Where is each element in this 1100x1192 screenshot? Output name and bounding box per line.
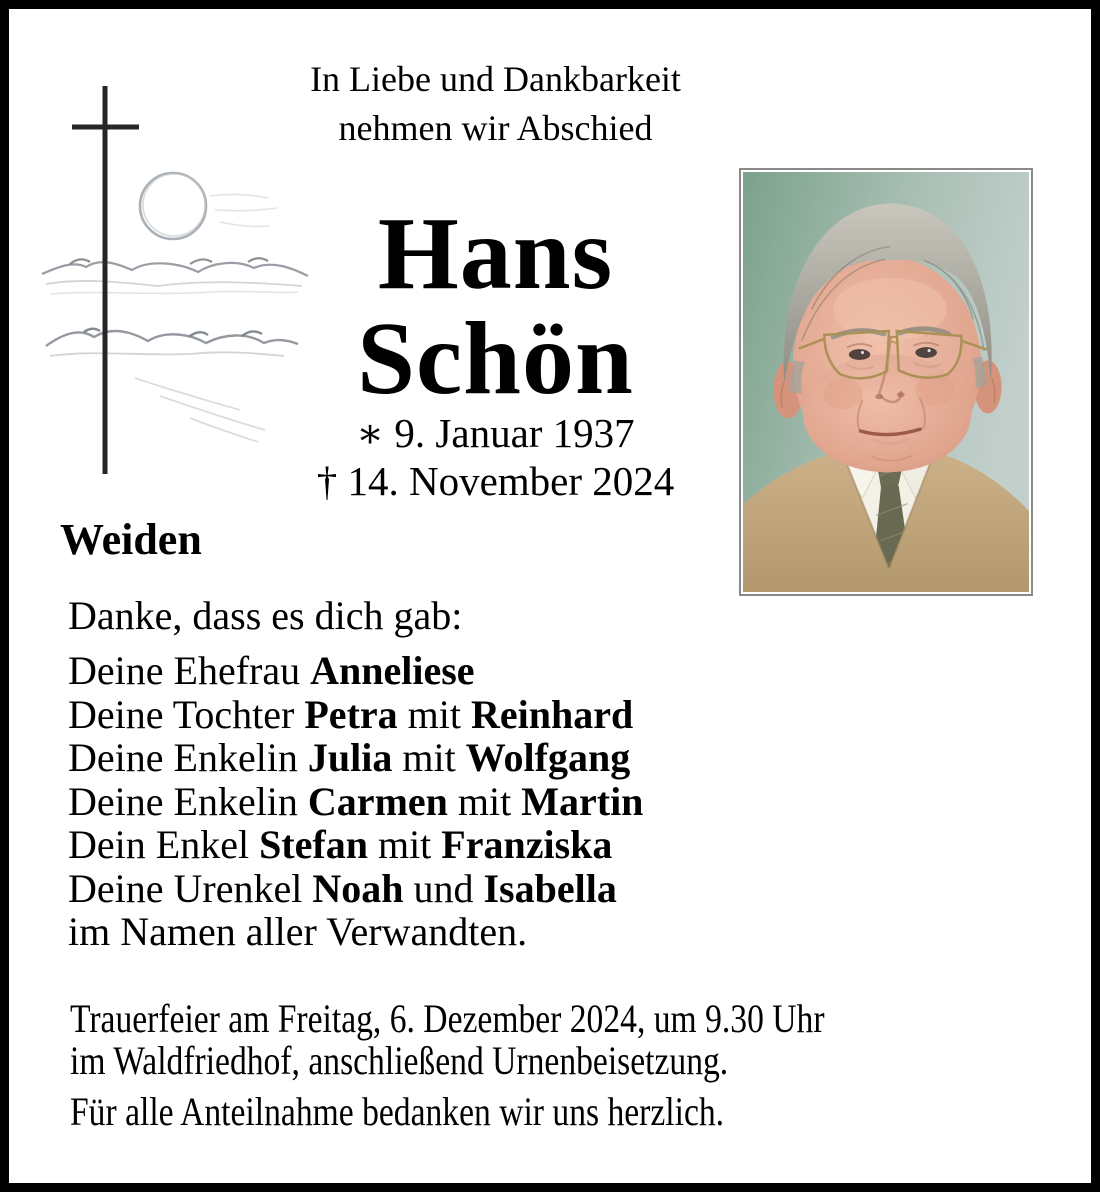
family-line: Deine Tochter Petra mit Reinhard [68,691,634,737]
death-date-line [228,457,763,505]
birth-star-symbol: ∗ [356,410,385,456]
family-line: Deine Urenkel Noah und Isabella [68,865,617,911]
deceased-name [228,196,763,416]
portrait-photo [739,168,1033,596]
family-line: Dein Enkel Stefan mit Franziska [68,822,613,867]
family-line: Deine Enkelin Julia mit Wolfgang [68,735,631,780]
intro-line2: nehmen wir Abschied [338,108,653,148]
intro-text [228,55,763,153]
birth-date-line [228,409,763,457]
name-line2: Schön [357,301,634,416]
birth-date: 9. Januar 1937 [394,410,635,456]
life-dates [228,409,763,505]
thanks-heading: Danke, dass es dich gab: [68,593,463,638]
family-closing: im Namen aller Verwandten. [68,909,528,954]
cross-icon [72,86,139,474]
service-info [70,998,825,1082]
closing-line: Für alle Anteilnahme bedanken wir uns herzlich. [70,1089,725,1134]
service-line1: Trauerfeier am Freitag, 6. Dezember 2024, um 9.30 Uhr [70,996,825,1041]
name-line1: Hans [377,196,614,311]
death-cross-symbol: † [316,458,338,504]
service-line2: im Waldfriedhof, anschließend Urnenbeisetzung. [70,1038,729,1083]
city-label: Weiden [60,515,202,564]
family-line: Deine Ehefrau Anneliese [68,648,475,693]
family-list [68,649,643,954]
death-date: 14. November 2024 [347,458,675,504]
intro-line1: In Liebe und Dankbarkeit [310,59,681,99]
portrait-photo-image [743,172,1029,592]
family-line: Deine Enkelin Carmen mit Martin [68,778,644,824]
